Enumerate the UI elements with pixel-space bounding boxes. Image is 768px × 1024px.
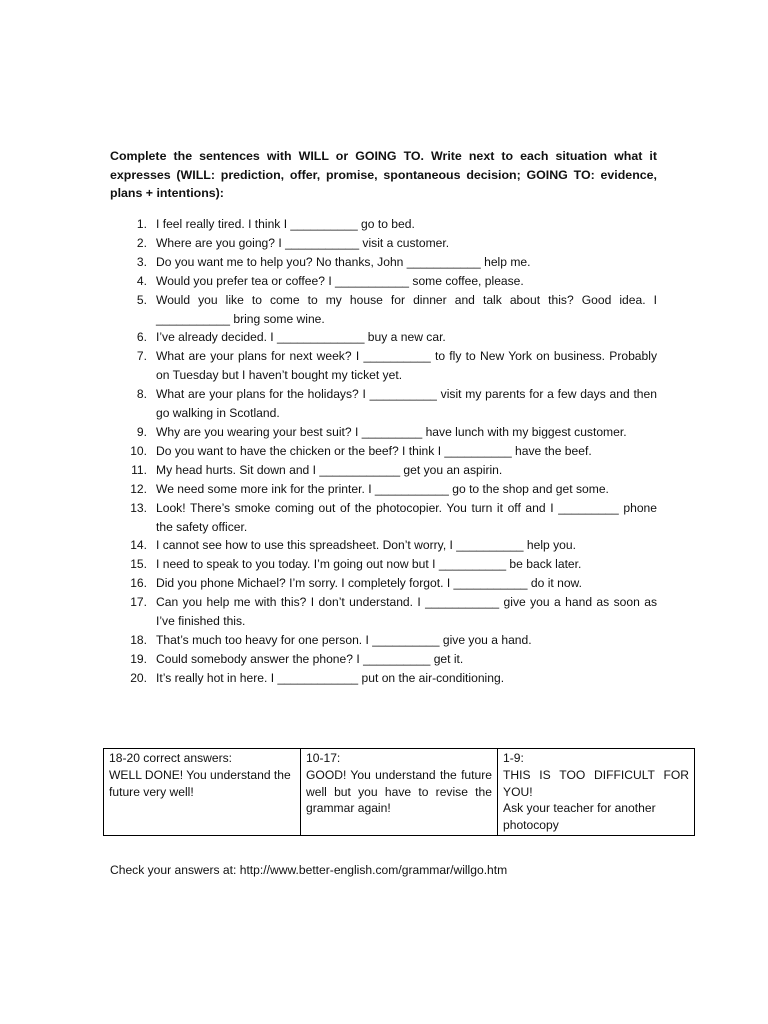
item-text: Could somebody answer the phone? I __________ get it. [156, 651, 464, 666]
item-text: What are your plans for the holidays? I __________ visit my parents for a few days and then go walking in Scotland. [156, 387, 657, 421]
item-text: Do you want to have the chicken or the beef? I think I __________ have the beef. [156, 443, 592, 458]
item-number: 16. [130, 576, 147, 591]
item-number: 14. [130, 538, 147, 553]
list-item [110, 593, 657, 631]
item-number: 8. [136, 387, 147, 402]
item-number: 6. [136, 330, 147, 345]
item-number: 3. [136, 254, 147, 269]
item-text: I’ve already decided. I _____________ buy a new car. [156, 330, 446, 345]
score-heading: 1-9: [503, 751, 524, 765]
list-item [110, 215, 657, 234]
list-item [110, 442, 657, 461]
list-item [110, 291, 657, 329]
score-body: GOOD! You understand the future well but you have to revise the grammar again! [306, 767, 492, 816]
list-item [110, 423, 657, 442]
item-number: 11. [131, 462, 147, 477]
list-item [110, 536, 657, 555]
list-item [110, 650, 657, 669]
list-item [110, 499, 657, 537]
score-heading: 10-17: [306, 751, 341, 765]
item-number: 17. [130, 595, 147, 610]
item-text: Can you help me with this? I don’t understand. I ___________ give you a hand as soon as I’ve finished this. [156, 595, 657, 629]
list-item [110, 272, 657, 291]
list-item [110, 631, 657, 650]
item-text: What are your plans for next week? I __________ to fly to New York on business. Probably on Tuesday but I haven’t bought my ticket yet. [156, 349, 657, 383]
item-text: That’s much too heavy for one person. I __________ give you a hand. [156, 632, 532, 647]
item-number: 7. [136, 349, 147, 364]
item-text: Did you phone Michael? I’m sorry. I completely forgot. I ___________ do it now. [156, 576, 582, 591]
item-text: Would you prefer tea or coffee? I ___________ some coffee, please. [156, 273, 524, 288]
list-item [110, 480, 657, 499]
check-answers-link[interactable]: Check your answers at: http://www.better-english.com/grammar/willgo.htm [110, 863, 508, 877]
item-number: 12. [130, 481, 147, 496]
list-item [110, 385, 657, 423]
list-item [110, 461, 657, 480]
item-text: I cannot see how to use this spreadsheet. Don’t worry, I __________ help you. [156, 538, 576, 553]
item-number: 9. [136, 424, 147, 439]
score-body: THIS IS TOO DIFFICULT FOR YOU! [503, 767, 689, 799]
score-body: WELL DONE! You understand the future very well! [109, 767, 291, 799]
item-text: Would you like to come to my house for dinner and talk about this? Good idea. I ___________ bring some wine. [156, 292, 657, 326]
item-number: 5. [136, 292, 147, 307]
score-heading: 18-20 correct answers: [109, 751, 233, 765]
item-number: 1. [136, 217, 147, 231]
item-number: 4. [136, 273, 147, 288]
score-cell-high [104, 749, 301, 836]
item-text: Do you want me to help you? No thanks, John ___________ help me. [156, 254, 531, 269]
item-text: I need to speak to you today. I’m going out now but I __________ be back later. [156, 557, 582, 572]
score-body-extra: Ask your teacher for another photocopy [503, 801, 656, 833]
list-item [110, 328, 657, 347]
list-item [110, 234, 657, 253]
item-text: I feel really tired. I think I __________ go to bed. [156, 217, 415, 231]
item-text: Look! There’s smoke coming out of the photocopier. You turn it off and I _________ phone the safety officer. [156, 500, 657, 534]
list-item [110, 669, 657, 688]
exercise-list [110, 215, 657, 688]
item-number: 19. [130, 651, 147, 666]
list-item [110, 574, 657, 593]
item-number: 13. [130, 500, 147, 515]
score-table [103, 748, 695, 836]
table-row [104, 749, 695, 836]
item-text: Where are you going? I ___________ visit a customer. [156, 235, 450, 250]
list-item [110, 347, 657, 385]
item-text: Why are you wearing your best suit? I _________ have lunch with my biggest customer. [156, 424, 627, 439]
score-cell-mid [301, 749, 498, 836]
item-number: 2. [136, 235, 147, 250]
item-text: My head hurts. Sit down and I ____________ get you an aspirin. [156, 462, 503, 477]
item-number: 10. [130, 443, 147, 458]
item-number: 15. [130, 557, 147, 572]
list-item [110, 555, 657, 574]
list-item [110, 253, 657, 272]
item-text: We need some more ink for the printer. I ___________ go to the shop and get some. [156, 481, 609, 496]
item-number: 20. [130, 670, 147, 685]
score-cell-low [498, 749, 695, 836]
item-number: 18. [130, 632, 147, 647]
instructions: Complete the sentences with WILL or GOING TO. Write next to each situation what it expresses (WILL: prediction, offer, promise, spontaneous decision; GOING TO: evidence, plans + intentions): [110, 149, 657, 201]
item-text: It’s really hot in here. I ____________ put on the air-conditioning. [156, 670, 505, 685]
